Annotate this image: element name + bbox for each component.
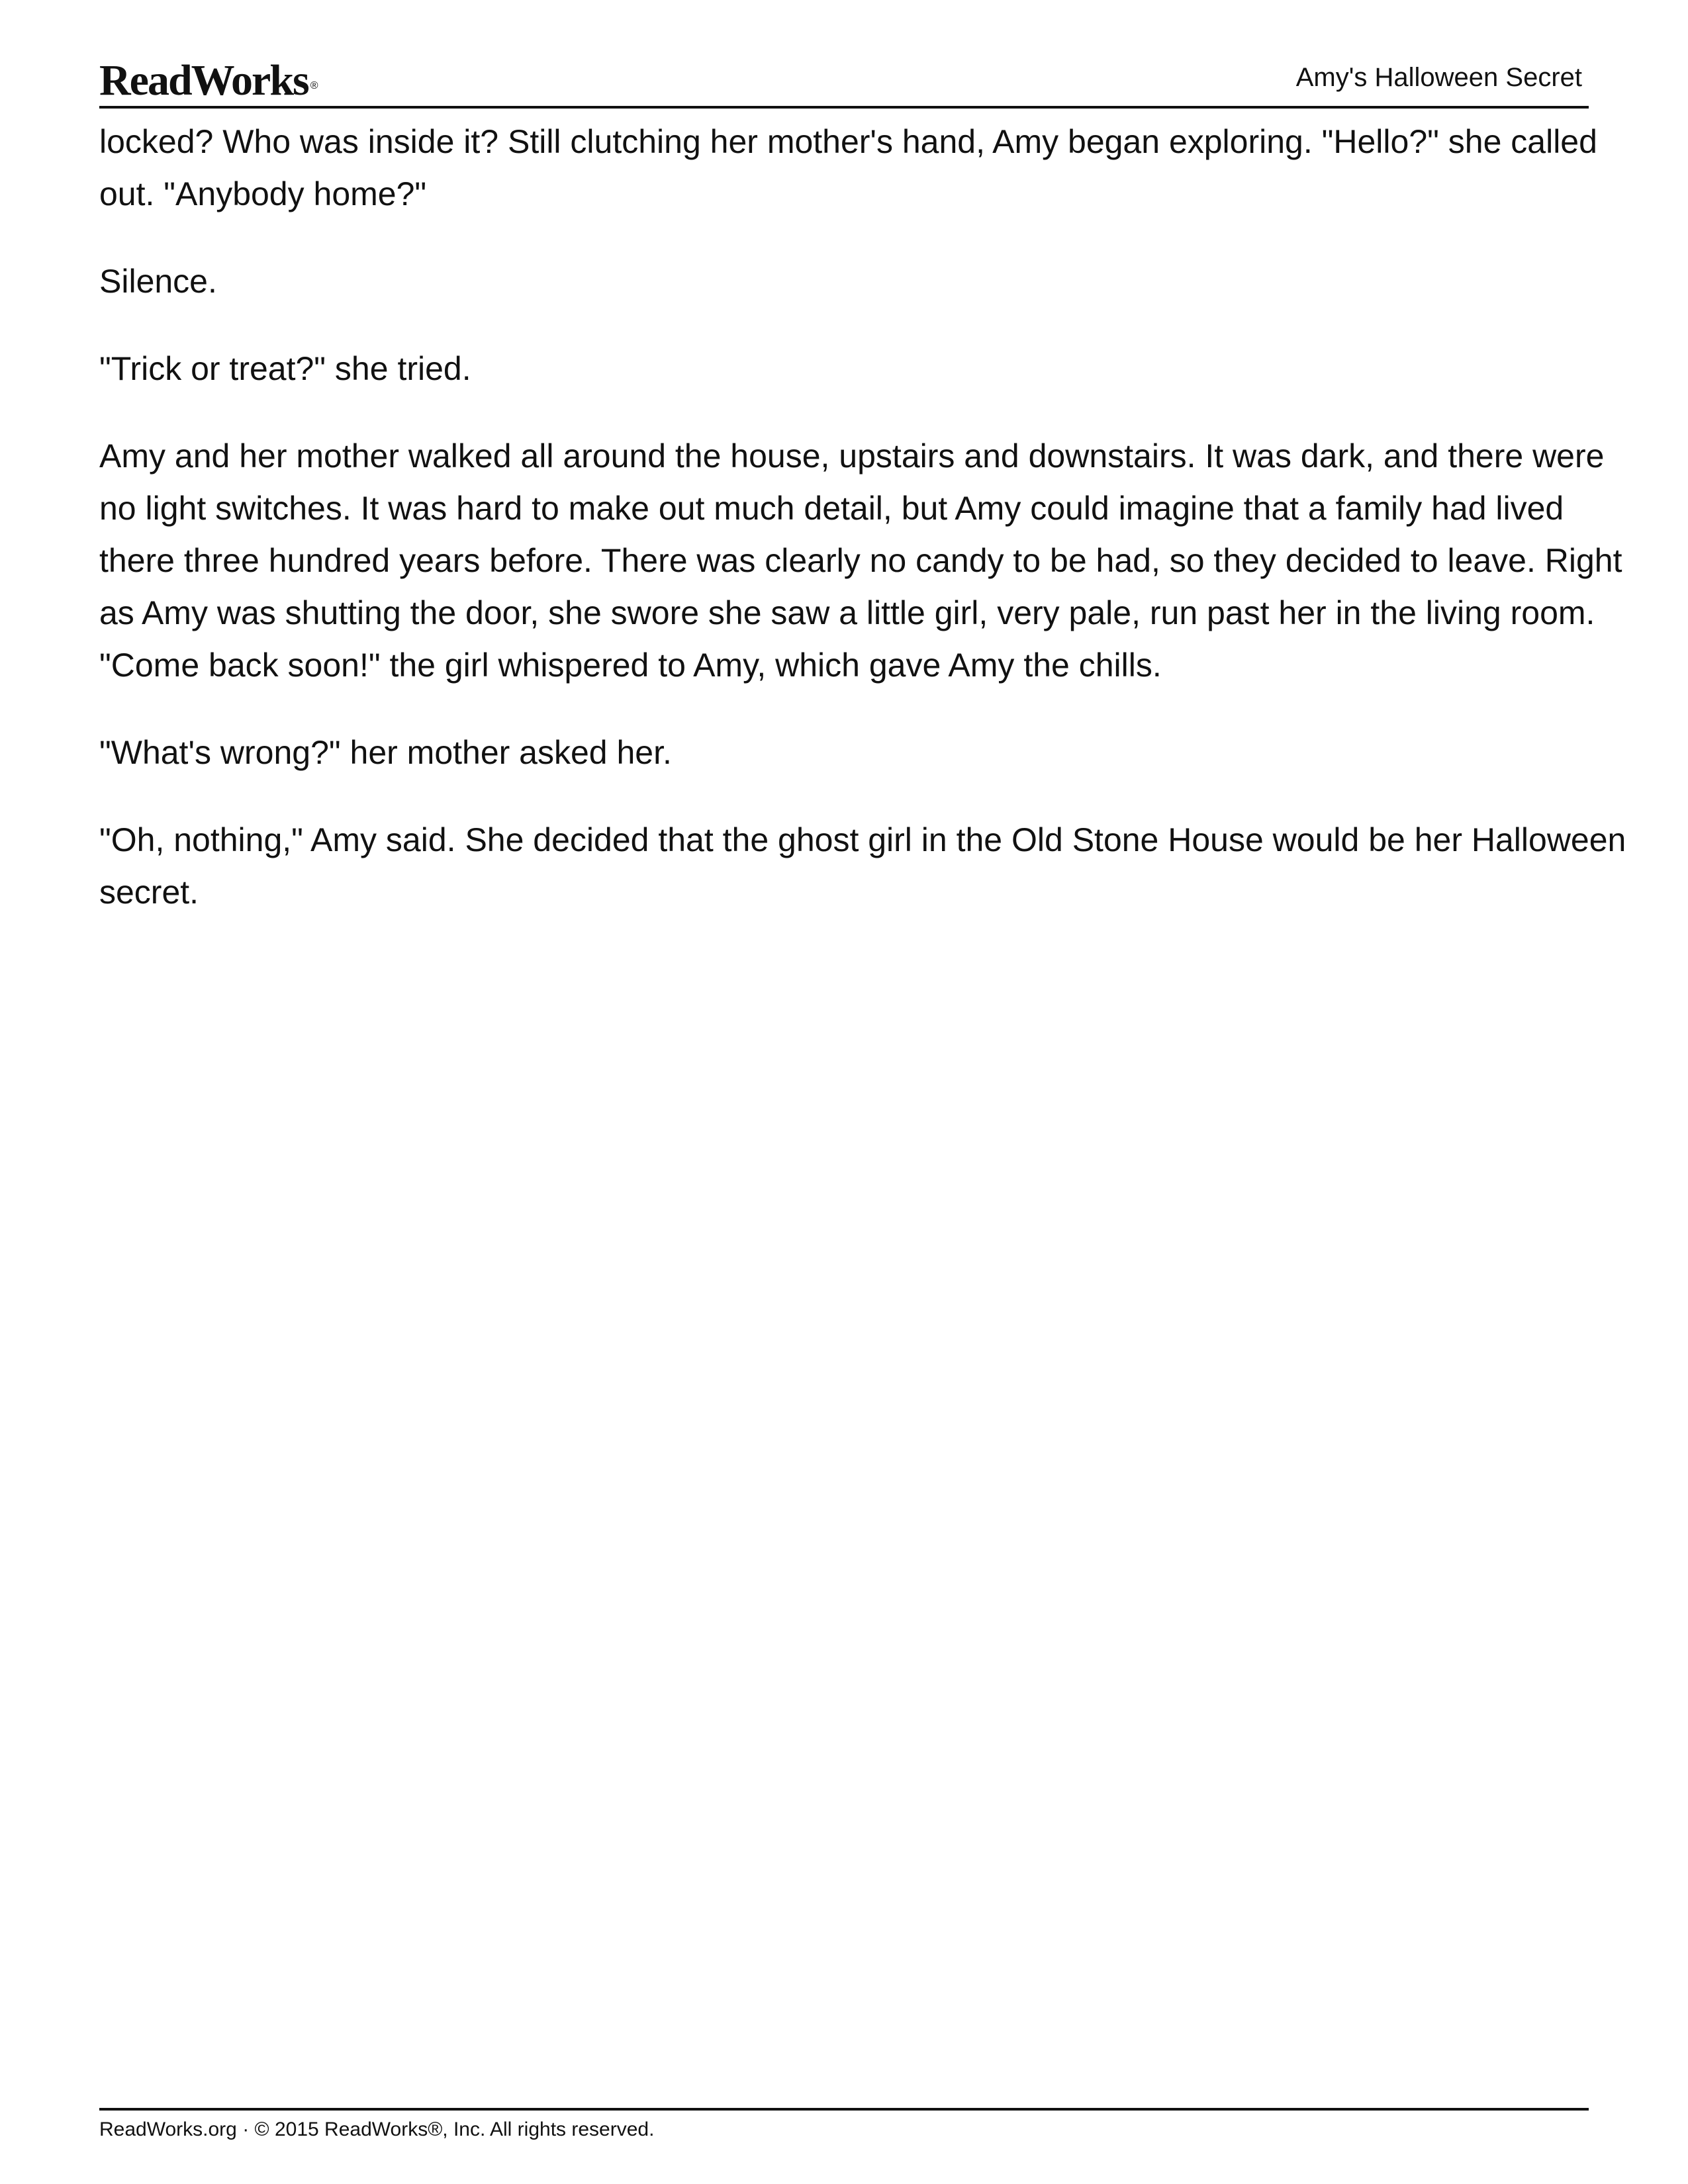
- story-body: [99, 116, 1628, 954]
- readworks-logo: [99, 54, 317, 107]
- logo-text: ReadWorks: [99, 56, 308, 105]
- paragraph: "What's wrong?" her mother asked her.: [99, 734, 672, 771]
- footer-copyright: ReadWorks.org · © 2015 ReadWorks®, Inc. All rights reserved.: [99, 2118, 655, 2140]
- page-header: [99, 54, 1589, 107]
- footer-divider: [99, 2108, 1589, 2111]
- document-title: Amy's Halloween Secret: [1295, 63, 1582, 92]
- paragraph: locked? Who was inside it? Still clutching her mother's hand, Amy began exploring. "Hello?" she called out. "Anybody home?": [99, 123, 1597, 212]
- paragraph: "Trick or treat?" she tried.: [99, 350, 471, 387]
- paragraph: Silence.: [99, 263, 217, 300]
- header-divider: [99, 106, 1589, 109]
- paragraph: Amy and her mother walked all around the house, upstairs and downstairs. It was dark, and there were no light switches. It was hard to make out much detail, but Amy could imagine that a family had lived there three hundred years before. There was clearly no candy to be had, so they decided to leave. Right as Amy was shutting the door, she swore she saw a little girl, very pale, run past her in the living room. "Come back soon!" the girl whispered to Amy, which gave Amy the chills.: [99, 437, 1622, 684]
- paragraph: "Oh, nothing," Amy said. She decided that the ghost girl in the Old Stone House would be her Halloween secret.: [99, 821, 1626, 911]
- logo-registered-mark: ®: [310, 80, 317, 91]
